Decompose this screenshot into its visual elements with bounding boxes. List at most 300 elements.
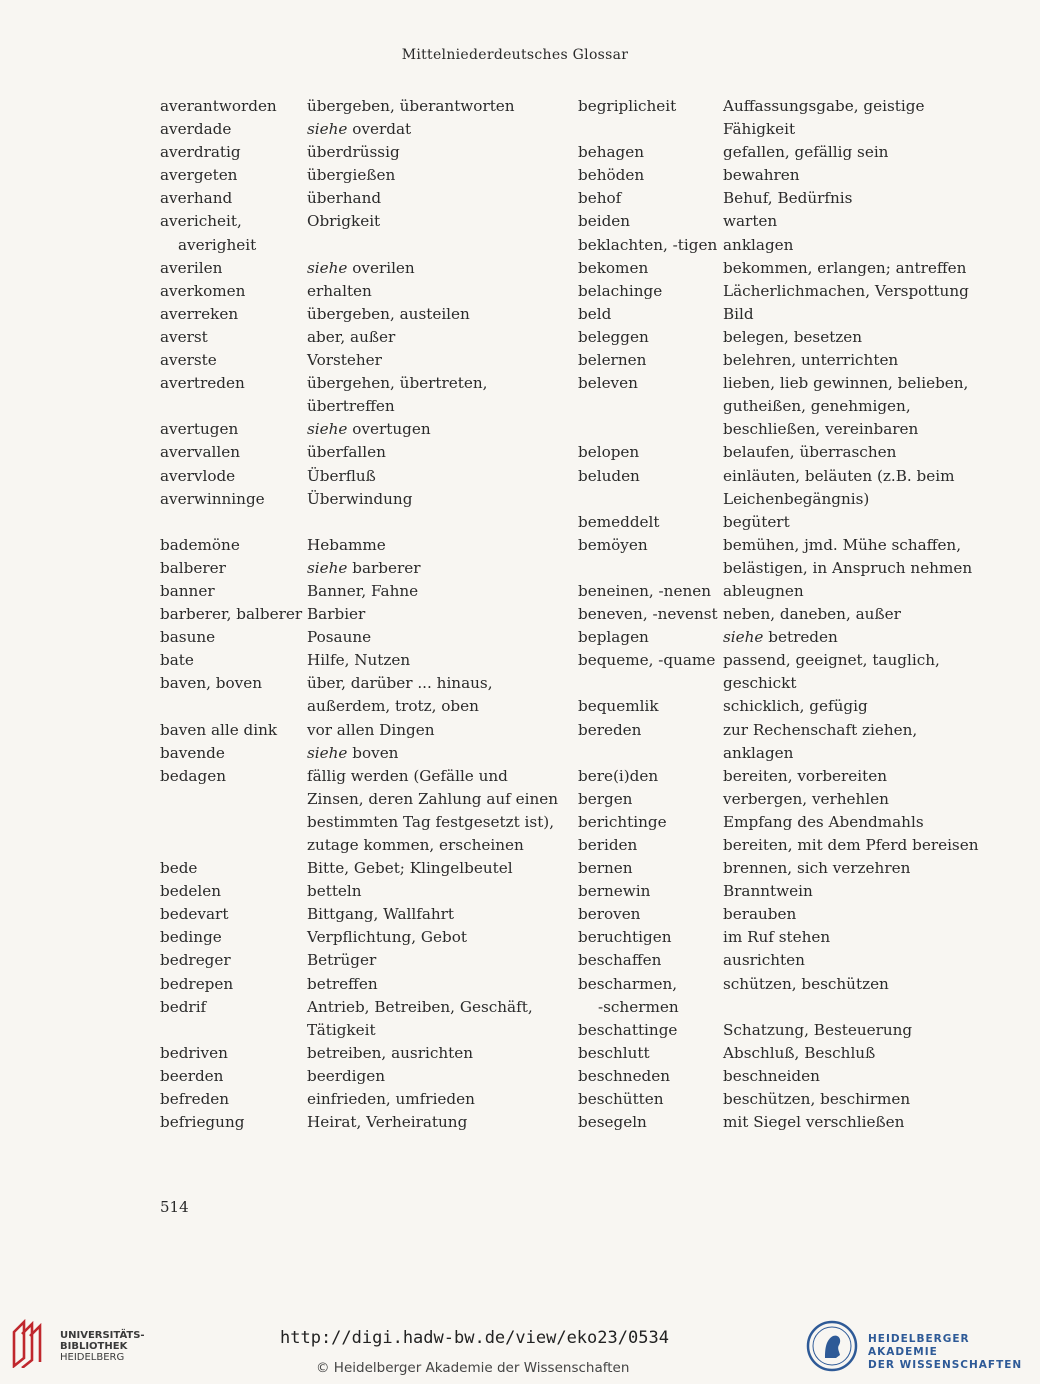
definition [307,903,560,926]
definition-line [723,465,998,488]
definition-text: overilen [347,258,415,277]
headword-text: beriden [578,836,638,854]
headword-text: bavende [160,743,225,762]
definition-line [307,280,560,303]
headword-text: begriplicheit [578,97,677,115]
definition-text: begütert [723,512,790,531]
definition [723,465,998,511]
headword-text: bemöyen [578,535,648,554]
definition-text: Branntwein [723,882,813,901]
headword [578,695,723,718]
headword [578,765,723,788]
glossary-entry [160,857,560,880]
definition [307,626,560,649]
definition [307,742,560,765]
headword-text: avericheit, [160,212,242,231]
glossary-entry [160,742,560,765]
definition-line [723,603,998,626]
definition-line [723,811,998,834]
definition-text: brennen, sich verzehren [723,859,911,878]
definition-text: gefallen, gefällig sein [723,143,889,162]
definition-line [723,280,998,303]
definition-text: Heirat, Verheiratung [307,1113,468,1132]
glossary-entry [160,765,560,857]
definition-text: Schatzung, Besteuerung [723,1020,913,1039]
definition-line [723,719,998,742]
definition [307,603,560,626]
definition-line [307,949,560,972]
definition [307,949,560,972]
glossary-entry [578,1111,998,1134]
headword [160,1088,307,1111]
definition [723,372,998,441]
headword-text: bedrif [160,997,207,1016]
headword [578,580,723,603]
headword [160,488,307,511]
headword-text: avertreden [160,374,245,393]
definition-text: überhand [307,189,382,208]
definition-text: Lächerlichmachen, Verspottung [723,281,969,300]
glossary-entry [578,1019,998,1042]
headword [578,1065,723,1088]
definition-line [723,949,998,972]
definition-line [723,1042,998,1065]
definition-line [723,95,998,118]
definition-line [307,765,560,788]
headword [578,1019,723,1042]
definition-line [723,973,998,996]
definition-text: geschickt [723,674,797,693]
glossary-entry [160,603,560,626]
definition [307,349,560,372]
definition-line [307,372,560,395]
definition-line [723,649,998,672]
definition-line [307,603,560,626]
headword [578,349,723,372]
glossary-entry [578,95,998,141]
headword-text: beerden [160,1066,224,1085]
definition-text: ableugnen [723,581,804,600]
glossary-entry [578,1065,998,1088]
definition-text: overtugen [347,420,431,439]
definition-line [723,580,998,603]
headword-text: bereden [578,720,642,739]
definition-line [723,349,998,372]
definition [307,418,560,441]
headword-text: averilen [160,258,223,277]
glossary-entry [160,626,560,649]
definition [307,672,560,718]
definition-line [723,1088,998,1111]
definition-text: Banner, Fahne [307,581,419,600]
headword-text: bere(i)den [578,766,659,785]
definition-text: beschützen, beschirmen [723,1090,911,1109]
headword [578,234,723,257]
definition-line [307,557,560,580]
definition-line [307,857,560,880]
definition-text: warten [723,212,778,231]
headword-text: beplagen [578,628,649,647]
headword [160,949,307,972]
headword [160,210,307,256]
definition [723,141,998,164]
glossary-entry [578,465,998,511]
headword [160,973,307,996]
definition [723,788,998,811]
headword [160,187,307,210]
definition-line [723,164,998,187]
headword-text: bede [160,859,198,878]
definition-line [723,210,998,233]
page-number: 514 [160,1198,189,1216]
definition-line [723,118,998,141]
definition-text: beerdigen [307,1066,386,1085]
definition-text: boven [347,743,399,762]
definition [723,234,998,257]
headword-text: averkomen [160,281,246,300]
definition [307,280,560,303]
definition-text: passend, geeignet, tauglich, [723,651,940,670]
definition [723,534,998,580]
headword [160,580,307,603]
headword-text: beschneden [578,1066,671,1085]
definition-line [307,788,560,811]
glossary-entry [160,257,560,280]
definition [307,95,560,118]
definition [723,1019,998,1042]
definition-text: zutage kommen, erscheinen [307,836,524,854]
headword-text: beroven [578,905,641,924]
glossary-entry [578,1042,998,1065]
definition-text: overdat [347,120,412,139]
definition-line [723,372,998,395]
headword-text: bemeddelt [578,512,660,531]
cross-reference-marker: siehe [723,628,764,647]
definition-text: belehren, unterrichten [723,351,899,370]
headword-text: averreken [160,304,239,323]
headword-text: bedinge [160,928,222,947]
headword-text: beluden [578,466,640,485]
definition-line [307,349,560,372]
headword-text: besegeln [578,1113,647,1132]
definition [307,187,560,210]
definition [307,880,560,903]
headword-text: averantworden [160,97,277,115]
hadw-wordmark [868,1333,1040,1372]
definition-line [307,418,560,441]
headword-text: averhand [160,189,233,208]
headword [160,857,307,880]
definition [307,118,560,141]
headword [578,164,723,187]
glossary-entry [578,187,998,210]
headword-text: behof [578,189,622,208]
glossary-entry [160,1042,560,1065]
headword [160,672,307,695]
definition-text: überdrüssig [307,143,400,162]
glossary-entry [160,719,560,742]
definition [307,996,560,1042]
definition-line [307,534,560,557]
headword-continuation: averigheit [178,235,257,254]
definition-line [307,95,560,118]
glossary-entry [160,95,560,118]
glossary-entry [160,488,560,511]
definition [307,1065,560,1088]
definition-line [307,141,560,164]
definition-line [307,903,560,926]
glossary-entry [578,349,998,372]
definition-text: bemühen, jmd. Mühe schaffen, [723,535,962,554]
definition-line [307,1088,560,1111]
glossary-entry [160,557,560,580]
definition-line [307,880,560,903]
definition [723,441,998,464]
glossary-entry [160,649,560,672]
definition-text: mit Siegel verschließen [723,1113,905,1132]
headword [578,649,723,672]
definition-text: Abschluß, Beschluß [723,1043,876,1062]
headword-text: baven alle dink [160,720,278,739]
headword [578,465,723,488]
definition-text: Überfluß [307,466,376,485]
definition [307,719,560,742]
definition [723,349,998,372]
definition-text: Vorsteher [307,351,382,370]
definition [307,303,560,326]
definition [307,441,560,464]
headword [160,349,307,372]
glossary-entry [160,996,560,1042]
definition-text: lieben, lieb gewinnen, belieben, [723,374,969,393]
headword-text: bedriven [160,1043,228,1062]
headword [578,811,723,834]
definition-line [307,210,560,233]
definition [723,580,998,603]
definition-line [307,719,560,742]
definition [723,187,998,210]
definition-line [307,257,560,280]
headword-text: bademöne [160,535,240,554]
headword [160,557,307,580]
glossary-entry [160,903,560,926]
headword [160,1042,307,1065]
definition-text: beschließen, vereinbaren [723,420,919,439]
definition [723,765,998,788]
headword-text: beiden [578,212,631,231]
headword [578,788,723,811]
definition [307,257,560,280]
definition-text: zur Rechenschaft ziehen, [723,720,918,739]
glossary-entry [578,880,998,903]
definition-text: einfrieden, umfrieden [307,1090,475,1109]
ub-line3: HEIDELBERG [60,1352,125,1363]
definition-line [307,695,560,718]
definition-text: Bild [723,304,754,323]
definition-text: vor allen Dingen [307,720,435,739]
glossary-entry [160,1065,560,1088]
definition-text: Hilfe, Nutzen [307,651,411,670]
glossary-entry [160,303,560,326]
definition [307,164,560,187]
definition-text: Auffassungsgabe, geistige [723,97,925,115]
headword [578,626,723,649]
definition-line [723,857,998,880]
definition-text: bestimmten Tag festgesetzt ist), [307,812,555,831]
definition-text: betteln [307,882,362,901]
definition-line [723,672,998,695]
headword-text: bernen [578,859,633,878]
definition-line [723,626,998,649]
headword [578,534,723,557]
permalink-url[interactable]: http://digi.hadw-bw.de/view/eko23/0534 [280,1328,669,1348]
headword [578,303,723,326]
cross-reference-marker: siehe [307,258,348,277]
glossary-entry [578,164,998,187]
definition-text: Bitte, Gebet; Klingelbeutel [307,859,513,878]
glossary-entry [578,765,998,788]
glossary-entry [578,949,998,972]
glossary-entry [578,903,998,926]
definition-text: Überwindung [307,489,413,508]
definition-line [723,742,998,765]
headword [160,465,307,488]
headword [578,95,723,118]
definition [723,164,998,187]
definition-text: Obrigkeit [307,212,381,231]
headword-text: belachinge [578,281,663,300]
headword-text: belernen [578,351,647,370]
definition-text: Hebamme [307,535,386,554]
definition-line [307,1065,560,1088]
definition [307,465,560,488]
definition-text: neben, daneben, außer [723,605,901,624]
definition-text: einläuten, beläuten (z.B. beim [723,466,955,485]
definition [307,973,560,996]
definition [723,95,998,141]
definition-text: Tätigkeit [307,1020,376,1039]
headword-text: berichtinge [578,812,667,831]
definition [723,1088,998,1111]
glossary-entry [160,187,560,210]
definition [723,1065,998,1088]
definition-text: belästigen, in Anspruch nehmen [723,558,973,577]
headword-text: beld [578,304,612,323]
glossary-entry [578,210,998,233]
definition-text: belaufen, überraschen [723,443,897,462]
glossary-entry [578,280,998,303]
glossary-entry [578,234,998,257]
definition [307,488,560,511]
headword [160,164,307,187]
headword-text: beleggen [578,327,649,346]
headword-text: beleven [578,374,638,393]
definition [723,1042,998,1065]
ub-line2: BIBLIOTHEK [60,1341,128,1352]
definition [723,857,998,880]
definition-line [723,511,998,534]
headword-text: beschattinge [578,1020,678,1039]
definition-line [723,326,998,349]
definition-line [723,303,998,326]
headword [578,511,723,534]
definition [307,210,560,233]
headword-text: averdade [160,120,232,139]
definition [723,926,998,949]
headword [160,880,307,903]
definition-line [307,441,560,464]
headword-text: bedagen [160,766,226,785]
definition-text: Behuf, Bedürfnis [723,189,853,208]
definition-line [723,395,998,418]
definition-text: bereiten, vorbereiten [723,766,888,785]
glossary-entry [160,926,560,949]
definition-text: barberer [347,558,421,577]
headword-text: bergen [578,789,633,808]
definition-line [723,1019,998,1042]
definition [723,1111,998,1134]
definition-text: schützen, beschützen [723,974,889,993]
definition [723,511,998,534]
definition-line [307,118,560,141]
definition-text: betreden [763,628,838,647]
headword [160,118,307,141]
definition-text: fällig werden (Gefälle und [307,766,508,785]
definition-text: Betrüger [307,951,377,970]
definition-text: anklagen [723,743,794,762]
headword-text: averste [160,351,217,370]
headword-text: avergeten [160,166,238,185]
glossary-entry [578,141,998,164]
running-head: Mittelniederdeutsches Glossar [401,47,629,63]
glossary-entry [578,580,998,603]
headword [578,903,723,926]
headword [160,649,307,672]
glossary-entry [578,303,998,326]
headword [578,210,723,233]
definition [307,649,560,672]
headword [578,973,723,1019]
headword [578,603,723,626]
definition-line [723,257,998,280]
headword-text: bate [160,651,194,670]
definition-line [307,187,560,210]
definition-line [307,996,560,1019]
headword [160,1065,307,1088]
headword-text: bedreger [160,951,231,970]
headword [160,719,307,742]
headword-text: bernewin [578,882,651,901]
headword [160,534,307,557]
headword-text: beneinen, -nenen [578,581,711,600]
ub-heidelberg-logo-icon [10,1318,54,1368]
headword [578,926,723,949]
definition-text: berauben [723,905,797,924]
headword [160,441,307,464]
definition-line [307,326,560,349]
definition-line [307,1111,560,1134]
glossary-entry [578,857,998,880]
hadw-seal-icon [806,1320,858,1372]
headword-text: barberer, balberer [160,605,303,624]
definition [723,280,998,303]
definition [307,372,560,418]
definition-text: ausrichten [723,951,805,970]
definition-text: Posaune [307,628,372,647]
headword-continuation: -schermen [598,997,679,1016]
definition-text: Fähigkeit [723,120,796,139]
definition-line [723,1065,998,1088]
